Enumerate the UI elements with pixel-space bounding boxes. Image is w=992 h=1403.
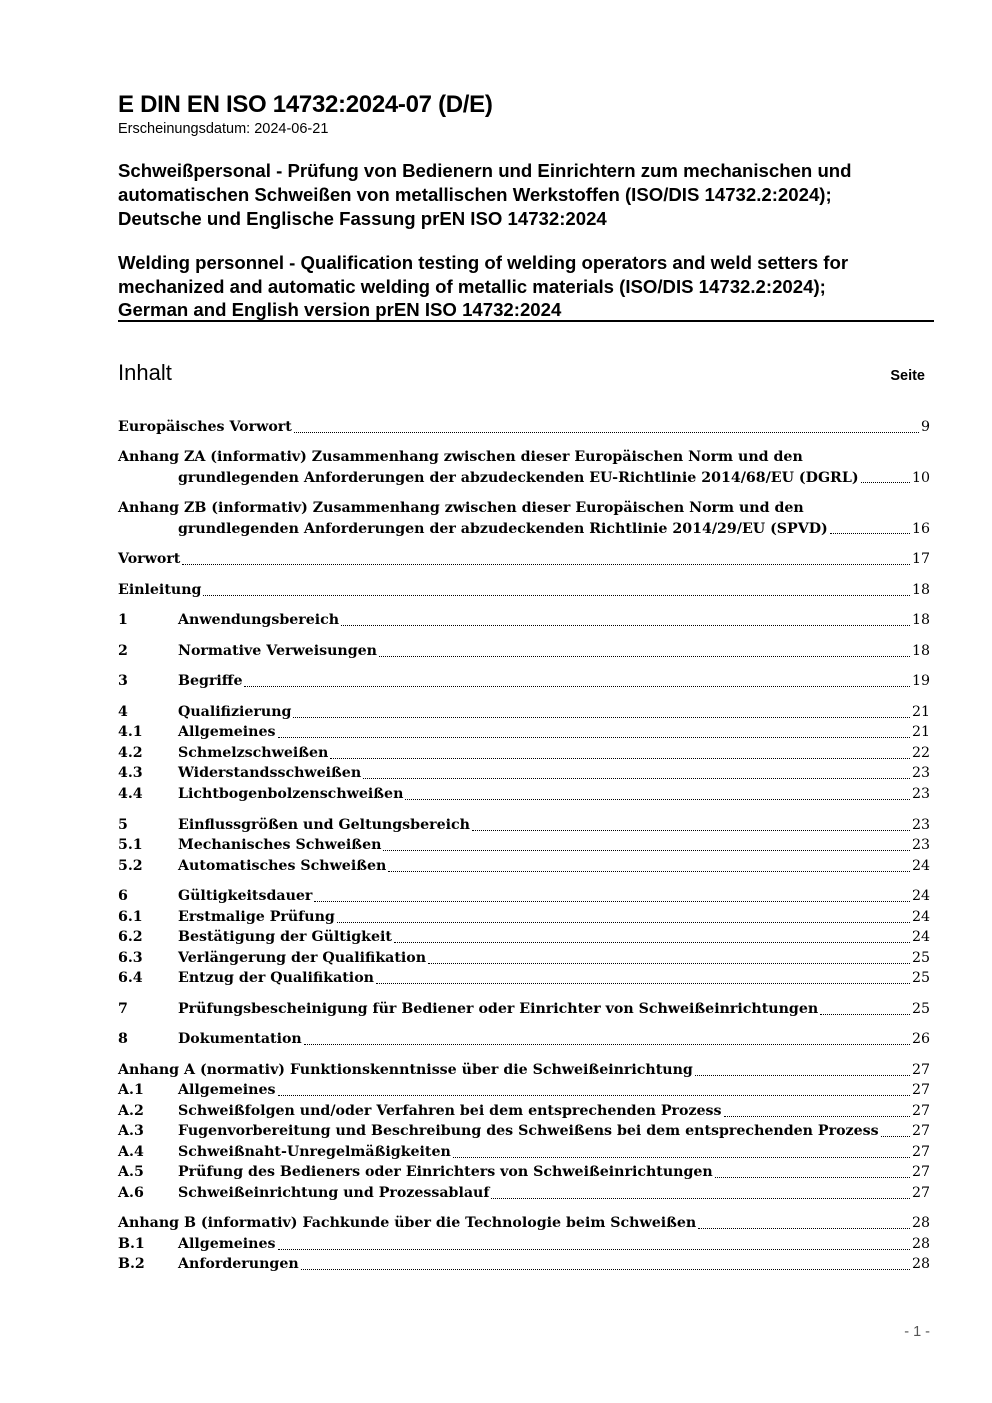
toc-entry[interactable]: [118, 1254, 930, 1275]
toc-leader: [830, 533, 910, 534]
toc-entry[interactable]: [118, 722, 930, 743]
toc-leader: [881, 1136, 910, 1137]
toc-entry[interactable]: [118, 641, 930, 662]
toc-entry-title: Europäisches Vorwort: [118, 419, 292, 435]
toc-entry[interactable]: [118, 1213, 930, 1234]
toc-leader: [394, 942, 910, 943]
toc-entry-title: Entzug der Qualifikation: [178, 970, 374, 986]
publication-date: Erscheinungsdatum: 2024-06-21: [118, 121, 329, 137]
toc-entry[interactable]: [118, 927, 930, 948]
toc-entry[interactable]: [118, 856, 930, 877]
toc-entry-title: Schweißfolgen und/oder Verfahren bei dem entsprechenden Prozess: [178, 1103, 722, 1119]
toc-entry-title-continuation: grundlegenden Anforderungen der abzudeckenden EU-Richtlinie 2014/68/EU (DGRL): [178, 469, 859, 486]
toc-entry[interactable]: [118, 948, 930, 969]
toc-entry[interactable]: [118, 1162, 930, 1183]
toc-entry-number: 5.1: [118, 837, 143, 853]
toc-entry[interactable]: [118, 1060, 930, 1081]
toc-entry-number: A.5: [118, 1164, 144, 1180]
toc-entry[interactable]: [118, 763, 930, 784]
title-english-line: German and English version prEN ISO 14732:2024: [118, 299, 562, 320]
toc-entry-page: 27: [911, 1062, 930, 1078]
toc-entry-number: 4: [118, 704, 128, 720]
toc-leader: [304, 1044, 910, 1045]
toc-leader: [278, 1095, 910, 1096]
toc-entry-title: Prüfungsbescheinigung für Bediener oder Einrichter von Schweißeinrichtungen: [178, 1001, 819, 1017]
toc-entry-page: 23: [911, 765, 930, 781]
toc-entry-title: Prüfung des Bedieners oder Einrichters von Schweißeinrichtungen: [178, 1164, 713, 1180]
toc-leader: [337, 922, 910, 923]
toc-entry-title: Anhang A (normativ) Funktionskenntnisse über die Schweißeinrichtung: [118, 1062, 693, 1078]
toc-entry[interactable]: [118, 447, 930, 488]
toc-entry[interactable]: [118, 417, 930, 438]
toc-entry-title: Allgemeines: [178, 1082, 276, 1098]
toc-entry-page: 18: [911, 582, 930, 598]
toc-entry-page: 21: [911, 724, 930, 740]
toc-entry-number: B.2: [118, 1256, 145, 1272]
toc-entry[interactable]: [118, 815, 930, 836]
toc-entry[interactable]: [118, 835, 930, 856]
toc-leader: [301, 1269, 910, 1270]
toc-leader: [405, 799, 910, 800]
toc-entry-title: Anwendungsbereich: [178, 612, 340, 628]
toc-leader: [182, 564, 910, 565]
title-german-line: automatischen Schweißen von metallischen Werkstoffen (ISO/DIS 14732.2:2024);: [118, 184, 832, 205]
toc-entry-number: B.1: [118, 1236, 145, 1252]
toc-leader: [379, 656, 910, 657]
title-english-line: mechanized and automatic welding of metallic materials (ISO/DIS 14732.2:2024);: [118, 275, 826, 297]
toc-entry-title: Schweißnaht-Unregelmäßigkeiten: [178, 1144, 451, 1160]
toc-page-column-heading: Seite: [890, 368, 925, 384]
toc-entry-page: 25: [911, 970, 930, 986]
toc-entry-title: Automatisches Schweißen: [178, 858, 387, 874]
toc-entry-page: 18: [911, 612, 930, 628]
toc-entry-title: Bestätigung der Gültigkeit: [178, 929, 392, 945]
toc-entry-number: A.6: [118, 1185, 144, 1201]
toc-leader: [294, 432, 919, 433]
toc-leader: [695, 1075, 910, 1076]
title-german-line: Schweißpersonal - Prüfung von Bedienern und Einrichtern zum mechanischen und: [118, 160, 852, 181]
toc-entry-number: 5.2: [118, 858, 143, 874]
toc-entry-number: A.2: [118, 1103, 144, 1119]
toc-leader: [278, 1249, 910, 1250]
toc-entry-page: 28: [911, 1236, 930, 1252]
toc-leader: [861, 482, 910, 483]
toc-entry-title: Anhang B (informativ) Fachkunde über die Technologie beim Schweißen: [118, 1215, 697, 1231]
toc-heading: Inhalt: [118, 360, 172, 385]
toc-entry-number: 6.3: [118, 950, 143, 966]
toc-entry-number: 1: [118, 612, 128, 628]
toc-entry-title: Mechanisches Schweißen: [178, 837, 382, 853]
toc-entry[interactable]: [118, 784, 930, 805]
toc-entry-title: Erstmalige Prüfung: [178, 909, 335, 925]
toc-entry-page: 27: [911, 1103, 930, 1119]
toc-entry-title: Allgemeines: [178, 724, 276, 740]
toc-entry-number: 4.4: [118, 786, 143, 802]
toc-leader: [428, 963, 910, 964]
toc-entry-number: 4.2: [118, 745, 143, 761]
toc-entry-page: 27: [911, 1185, 930, 1201]
toc-leader: [278, 737, 910, 738]
toc-entry-page: 24: [911, 929, 930, 945]
toc-entry[interactable]: [118, 999, 930, 1020]
toc-leader: [330, 758, 910, 759]
toc-leader: [715, 1177, 910, 1178]
toc-entry-page: 9: [920, 419, 930, 435]
toc-entry-title: Anhang ZA (informativ) Zusammenhang zwischen dieser Europäischen Norm und den: [118, 449, 803, 465]
title-divider: [118, 320, 934, 322]
toc-entry-title: Gültigkeitsdauer: [178, 888, 313, 904]
toc-entry-number: 4.3: [118, 765, 143, 781]
toc-entry-page: 23: [911, 817, 930, 833]
toc-entry[interactable]: [118, 498, 930, 539]
toc-leader: [363, 778, 910, 779]
toc-entry[interactable]: [118, 968, 930, 989]
toc-leader: [293, 717, 909, 718]
toc-entry-title: Einflussgrößen und Geltungsbereich: [178, 817, 470, 833]
toc-entry-page: 17: [911, 551, 930, 567]
toc-entry[interactable]: [118, 671, 930, 692]
document-code: E DIN EN ISO 14732:2024-07 (D/E): [118, 91, 493, 118]
toc-entry-page: 19: [911, 673, 930, 689]
toc-leader: [376, 983, 910, 984]
toc-entry[interactable]: [118, 886, 930, 907]
toc-entry-title: Schweißeinrichtung und Prozessablauf: [178, 1185, 490, 1201]
toc-leader: [203, 595, 910, 596]
toc-entry[interactable]: [118, 580, 930, 601]
toc-entry-title: Anhang ZB (informativ) Zusammenhang zwischen dieser Europäischen Norm und den: [118, 500, 804, 516]
toc-entry-page: 27: [911, 1123, 930, 1139]
toc-entry-number: A.3: [118, 1123, 144, 1139]
toc-entry[interactable]: [118, 1029, 930, 1050]
toc-entry-number: 4.1: [118, 724, 143, 740]
toc-entry-title: Vorwort: [118, 551, 181, 567]
toc-entry-title: Schmelzschweißen: [178, 745, 329, 761]
toc-entry-page: 18: [911, 643, 930, 659]
toc-entry-number: A.4: [118, 1144, 144, 1160]
toc-entry-title: Widerstandsschweißen: [178, 765, 362, 781]
toc-leader: [453, 1157, 910, 1158]
toc-entry[interactable]: [118, 1121, 930, 1142]
toc-entry-title: Fugenvorbereitung und Beschreibung des Schweißens bei dem entsprechenden Prozess: [178, 1123, 879, 1139]
toc-entry[interactable]: [118, 1234, 930, 1255]
toc-leader: [314, 901, 910, 902]
toc-entry-number: 7: [118, 1001, 128, 1017]
toc-entry[interactable]: [118, 1101, 930, 1122]
toc-entry[interactable]: [118, 549, 930, 570]
toc-entry-page: 21: [911, 704, 930, 720]
toc-entry-page: 27: [911, 1082, 930, 1098]
toc-leader: [698, 1228, 910, 1229]
toc-entry[interactable]: [118, 1142, 930, 1163]
toc-entry-number: 6.1: [118, 909, 143, 925]
toc-leader: [383, 850, 910, 851]
toc-entry-page: 10: [911, 469, 930, 486]
toc-entry-number: 6.2: [118, 929, 143, 945]
toc-entry-page: 28: [911, 1256, 930, 1272]
toc-entry-page: 23: [911, 786, 930, 802]
toc-entry-number: 6.4: [118, 970, 143, 986]
toc-entry-number: A.1: [118, 1082, 144, 1098]
toc-entry-page: 23: [911, 837, 930, 853]
title-english-line: Welding personnel - Qualification testing of welding operators and weld setters for: [118, 252, 849, 273]
toc-entry-page: 25: [911, 950, 930, 966]
toc-leader: [341, 625, 910, 626]
toc-entry[interactable]: [118, 1183, 930, 1204]
toc-entry-page: 27: [911, 1164, 930, 1180]
toc-entry-page: 26: [911, 1031, 930, 1047]
title-german-line: Deutsche und Englische Fassung prEN ISO 14732:2024: [118, 208, 607, 229]
page-number: - 1 -: [904, 1324, 930, 1340]
toc-entry-page: 22: [911, 745, 930, 761]
toc-entry-number: 2: [118, 643, 128, 659]
toc-leader: [491, 1198, 909, 1199]
title-german: [118, 159, 934, 231]
toc-entry-title: Qualifizierung: [178, 704, 292, 720]
toc-leader: [820, 1014, 910, 1015]
toc-leader: [724, 1116, 910, 1117]
toc-leader: [472, 830, 910, 831]
toc-entry-page: 25: [911, 1001, 930, 1017]
toc-entry-number: 5: [118, 817, 128, 833]
toc-entry-title-continuation: grundlegenden Anforderungen der abzudeckenden Richtlinie 2014/29/EU (SPVD): [178, 520, 828, 537]
toc-entry-page: 27: [911, 1144, 930, 1160]
toc-entry-title: Allgemeines: [178, 1236, 276, 1252]
toc-entry-title: Dokumentation: [178, 1031, 302, 1047]
toc-entry-title: Lichtbogenbolzenschweißen: [178, 786, 404, 802]
toc-entry-title: Verlängerung der Qualifikation: [178, 950, 427, 966]
toc-entry-page: 16: [911, 520, 930, 537]
toc-entry-title: Begriffe: [178, 673, 243, 689]
toc-entry[interactable]: [118, 907, 930, 928]
toc-entry-page: 24: [911, 888, 930, 904]
toc-leader: [244, 686, 909, 687]
toc-entry-number: 3: [118, 673, 128, 689]
toc-leader: [388, 871, 910, 872]
toc-entry-page: 28: [911, 1215, 930, 1231]
toc-entry[interactable]: [118, 610, 930, 631]
toc-entry[interactable]: [118, 702, 930, 723]
toc-entry-number: 6: [118, 888, 128, 904]
title-english: [118, 251, 934, 322]
toc-entry-page: 24: [911, 858, 930, 874]
toc-entry-title: Anforderungen: [178, 1256, 299, 1272]
toc-entry-number: 8: [118, 1031, 128, 1047]
toc-entry-title: Einleitung: [118, 582, 202, 598]
toc-entry[interactable]: [118, 1080, 930, 1101]
toc-entry-title: Normative Verweisungen: [178, 643, 377, 659]
toc-entry[interactable]: [118, 743, 930, 764]
toc-entry-page: 24: [911, 909, 930, 925]
